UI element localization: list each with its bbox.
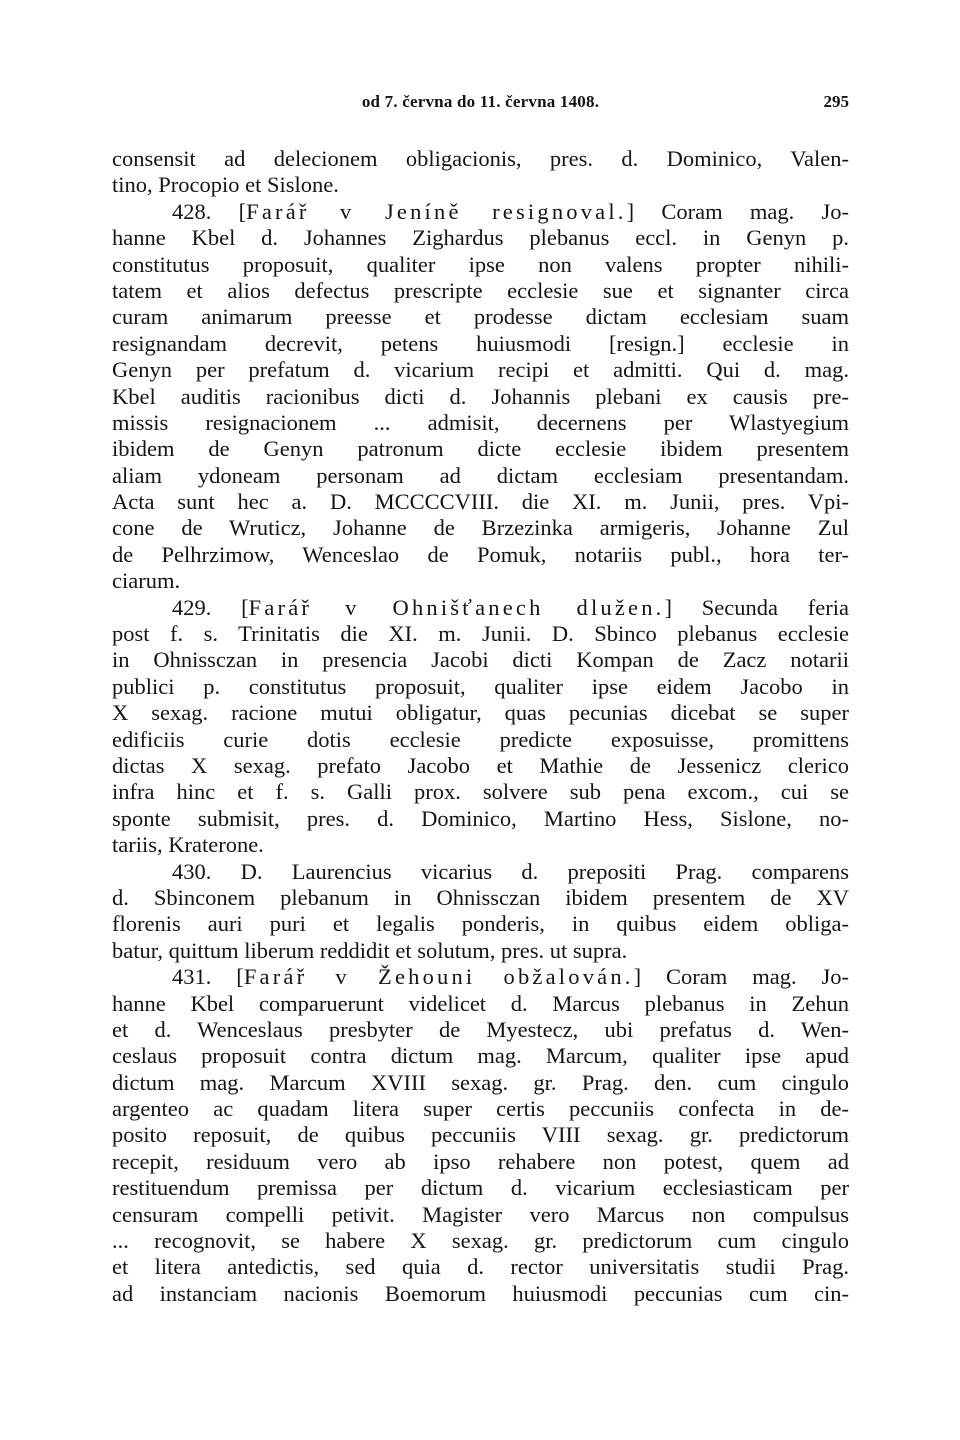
text-line — [112, 753, 849, 779]
running-head-title: od 7. června do 11. června 1408. — [361, 92, 600, 111]
line-text: ad instanciam nacionis Boemorum huiusmodi peccunias cum cin- — [112, 1280, 849, 1306]
text-line — [112, 991, 849, 1017]
running-head — [112, 92, 849, 114]
line-text: constitutus proposuit, qualiter ipse non valens propter nihili- — [112, 251, 849, 277]
text-line — [112, 621, 849, 647]
text-line — [112, 885, 849, 911]
line-text: et litera antedictis, sed quia d. rector universitatis studii Prag. — [112, 1254, 849, 1280]
line-text: posito reposuit, de quibus peccuniis VIII sexag. gr. predictorum — [112, 1122, 849, 1148]
page-number: 295 — [823, 92, 849, 111]
entry-heading-spaced: Farář v Žehouni obžalován. — [243, 964, 634, 990]
line-text: edificiis curie dotis ecclesie predicte exposuisse, promittens — [112, 726, 849, 752]
line-text: ] Secunda feria — [664, 594, 849, 620]
text-line — [112, 859, 849, 885]
text-line — [112, 938, 849, 964]
text-line — [112, 172, 849, 198]
text-line — [112, 357, 849, 383]
line-text: post f. s. Trinitatis die XI. m. Junii. D. Sbinco plebanus ecclesie — [112, 621, 849, 647]
text-line — [112, 304, 849, 330]
line-text: et d. Wenceslaus presbyter de Myestecz, ubi prefatus d. Wen- — [112, 1016, 849, 1042]
line-text: tariis, Kraterone. — [112, 832, 264, 858]
text-line — [112, 384, 849, 410]
text-line — [112, 1281, 849, 1307]
line-text: Acta sunt hec a. D. MCCCCVIII. die XI. m. Junii, pres. Vpi- — [112, 489, 849, 515]
entry-heading-spaced: Farář v Ohnišťanech dlužen. — [248, 594, 665, 620]
text-line — [112, 674, 849, 700]
entry-number: 431. [ — [172, 964, 244, 990]
text-line — [112, 436, 849, 462]
line-text: ciarum. — [112, 568, 181, 594]
line-text: Kbel auditis racionibus dicti d. Johannis plebani ex causis pre- — [112, 383, 849, 409]
text-line — [112, 515, 849, 541]
line-text: curam animarum preesse et prodesse dictam ecclesiam suam — [112, 304, 849, 330]
text-line — [112, 568, 849, 594]
text-line — [112, 964, 849, 990]
text-line — [112, 1070, 849, 1096]
line-text: ceslaus proposuit contra dictum mag. Marcum, qualiter ipse apud — [112, 1043, 849, 1069]
text-line — [112, 727, 849, 753]
text-line — [112, 252, 849, 278]
line-text: X sexag. racione mutui obligatur, quas pecunias dicebat se super — [112, 700, 849, 726]
text-line — [112, 1096, 849, 1122]
line-text: Genyn per prefatum d. vicarium recipi et admitti. Qui d. mag. — [112, 357, 849, 383]
text-line — [112, 595, 849, 621]
text-line — [112, 1202, 849, 1228]
line-text: sponte submisit, pres. d. Dominico, Martino Hess, Sislone, no- — [112, 805, 849, 831]
text-line — [112, 1149, 849, 1175]
line-text: aliam ydoneam personam ad dictam ecclesiam presentandam. — [112, 462, 849, 488]
line-text: missis resignacionem ... admisit, decernens per Wlastyegium — [112, 409, 849, 435]
line-text: tino, Procopio et Sislone. — [112, 172, 339, 198]
line-text: florenis auri puri et legalis ponderis, in quibus eidem obliga- — [112, 911, 849, 937]
text-line — [112, 146, 849, 172]
entry-number: 428. [ — [172, 198, 247, 224]
line-text: hanne Kbel d. Johannes Zighardus plebanus eccl. in Genyn p. — [112, 225, 849, 251]
text-line — [112, 806, 849, 832]
line-text: ibidem de Genyn patronum dicte ecclesie ibidem presentem — [112, 436, 849, 462]
line-text: hanne Kbel comparuerunt videlicet d. Marcus plebanus in Zehun — [112, 990, 849, 1016]
text-line — [112, 1017, 849, 1043]
line-text: argenteo ac quadam litera super certis peccuniis confecta in de- — [112, 1096, 849, 1122]
line-text: dictum mag. Marcum XVIII sexag. gr. Prag. den. cum cingulo — [112, 1069, 849, 1095]
line-text: cone de Wruticz, Johanne de Brzezinka armigeris, Johanne Zul — [112, 515, 849, 541]
line-text: dictas X sexag. prefato Jacobo et Mathie de Jessenicz clerico — [112, 752, 849, 778]
text-line — [112, 463, 849, 489]
line-text: 430. D. Laurencius vicarius d. prepositi Prag. comparens — [172, 858, 849, 884]
text-line — [112, 225, 849, 251]
line-text: batur, quittum liberum reddidit et solutum, pres. ut supra. — [112, 937, 628, 963]
text-line — [112, 1228, 849, 1254]
text-line — [112, 278, 849, 304]
text-line — [112, 489, 849, 515]
line-text: resignandam decrevit, petens huiusmodi [resign.] ecclesie in — [112, 330, 849, 356]
line-text: censuram compelli petivit. Magister vero Marcus non compulsus — [112, 1201, 849, 1227]
text-line — [112, 832, 849, 858]
line-text: d. Sbinconem plebanum in Ohnissczan ibidem presentem de XV — [112, 884, 849, 910]
body-text — [112, 146, 849, 1307]
line-text: tatem et alios defectus prescripte ecclesie sue et signanter circa — [112, 277, 849, 303]
line-text: consensit ad delecionem obligacionis, pres. d. Dominico, Valen- — [112, 146, 849, 171]
text-line — [112, 647, 849, 673]
text-line — [112, 1043, 849, 1069]
line-text: de Pelhrzimow, Wenceslao de Pomuk, notariis publ., hora ter- — [112, 541, 849, 567]
text-line — [112, 542, 849, 568]
line-text: infra hinc et f. s. Galli prox. solvere sub pena excom., cui se — [112, 779, 849, 805]
line-text: publici p. constitutus proposuit, qualiter ipse eidem Jacobo in — [112, 673, 849, 699]
line-text: restituendum premissa per dictum d. vicarium ecclesiasticam per — [112, 1175, 849, 1201]
text-line — [112, 410, 849, 436]
entry-number: 429. [ — [172, 594, 249, 620]
text-line — [112, 911, 849, 937]
text-line — [112, 1175, 849, 1201]
text-line — [112, 700, 849, 726]
text-line — [112, 331, 849, 357]
text-line — [112, 199, 849, 225]
line-text: recepit, residuum vero ab ipso rehabere non potest, quem ad — [112, 1148, 849, 1174]
line-text: ] Coram mag. Jo- — [626, 198, 849, 224]
line-text: ... recognovit, se habere X sexag. gr. predictorum cum cingulo — [112, 1228, 849, 1254]
text-line — [112, 779, 849, 805]
text-line — [112, 1122, 849, 1148]
line-text: ] Coram mag. Jo- — [633, 964, 850, 990]
line-text: in Ohnissczan in presencia Jacobi dicti Kompan de Zacz notarii — [112, 647, 849, 673]
text-line — [112, 1254, 849, 1280]
entry-heading-spaced: Farář v Jeníně resignoval. — [246, 198, 627, 224]
